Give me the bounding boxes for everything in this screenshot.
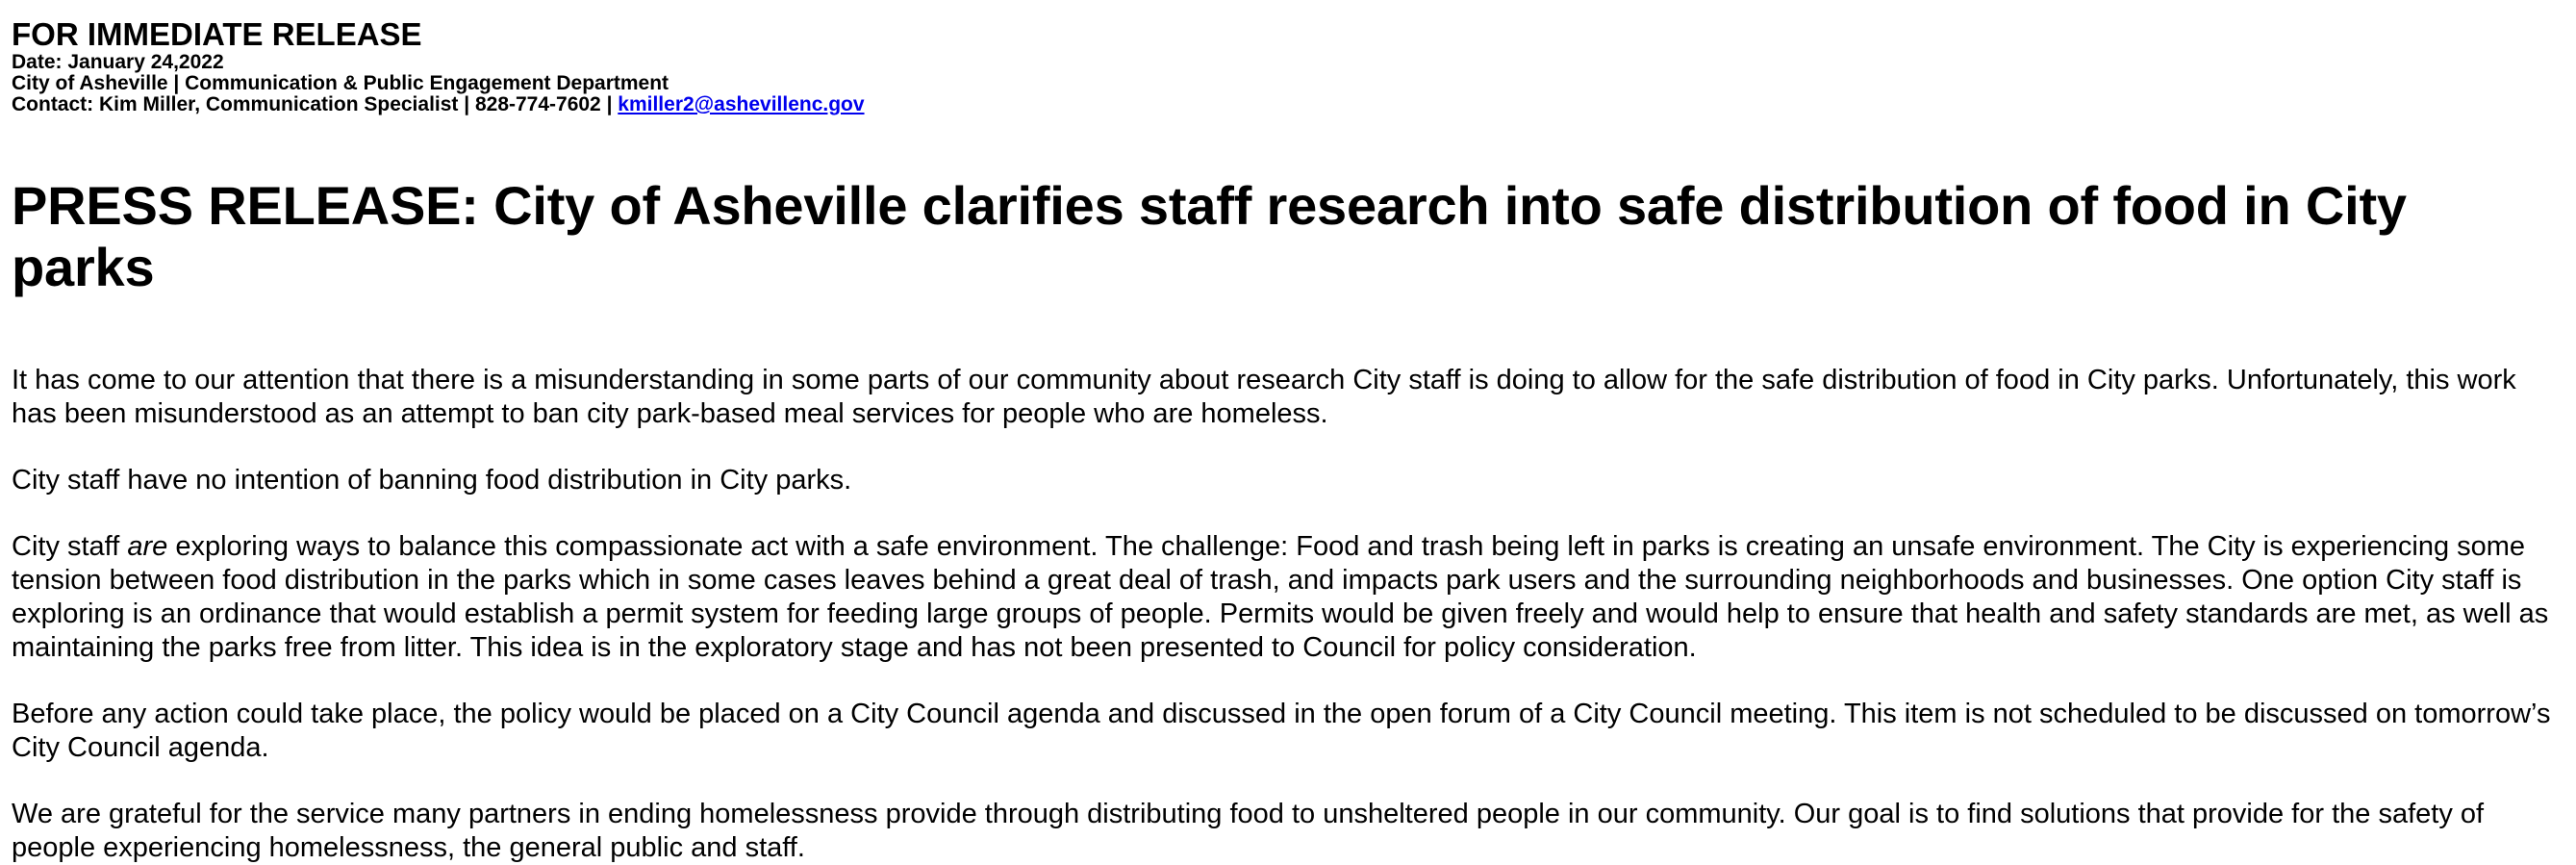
body-paragraph-3 xyxy=(12,530,2561,665)
release-body xyxy=(12,364,2561,865)
press-release-document xyxy=(12,17,2561,865)
contact-email-link[interactable]: kmiller2@ashevillenc.gov xyxy=(618,93,865,115)
department-line: City of Asheville | Communication & Public Engagement Department xyxy=(12,72,669,94)
contact-line xyxy=(12,94,2561,115)
body-paragraph-4: Before any action could take place, the policy would be placed on a City Council agenda and discussed in the open forum of a City Council meeting. This item is not scheduled to be discussed on tomorrow’s City Council agenda. xyxy=(12,699,2551,763)
paragraph-3-lead: City staff xyxy=(12,531,128,562)
body-paragraph-1: It has come to our attention that there is a misunderstanding in some parts of our community about research City staff is doing to allow for the safe distribution of food in City parks. Unfortunately, this work has been misunderstood as an attempt to ban city park-based meal services for people who are homeless. xyxy=(12,365,2516,429)
paragraph-3-rest: exploring ways to balance this compassionate act with a safe environment. The challenge: Food and trash being left in parks is creating an unsafe environment. The City is experiencing some tension between food distribution in the parks which in some cases leaves behind a great deal of trash, and impacts park users and the surrounding neighborhoods and businesses. One option City staff is exploring is an ordinance that would establish a permit system for feeding large groups of people. Permits would be given freely and would help to ensure that health and safety standards are met, as well as maintaining the parks free from litter. This idea is in the exploratory stage and has not been presented to Council for policy consideration. xyxy=(12,531,2549,663)
release-date: Date: January 24,2022 xyxy=(12,51,224,73)
release-label: FOR IMMEDIATE RELEASE xyxy=(12,16,422,52)
release-header xyxy=(12,17,2561,115)
body-paragraph-5: We are grateful for the service many partners in ending homelessness provide through distributing food to unsheltered people in our community. Our goal is to find solutions that provide for the safety of people experiencing homelessness, the general public and staff. xyxy=(12,799,2485,863)
contact-details: Contact: Kim Miller, Communication Specialist | 828-774-7602 | xyxy=(12,93,619,115)
paragraph-3-emphasis: are xyxy=(127,531,168,562)
body-paragraph-2: City staff have no intention of banning food distribution in City parks. xyxy=(12,465,852,496)
press-release-headline: PRESS RELEASE: City of Asheville clarifies staff research into safe distribution of food in City parks xyxy=(12,175,2407,297)
